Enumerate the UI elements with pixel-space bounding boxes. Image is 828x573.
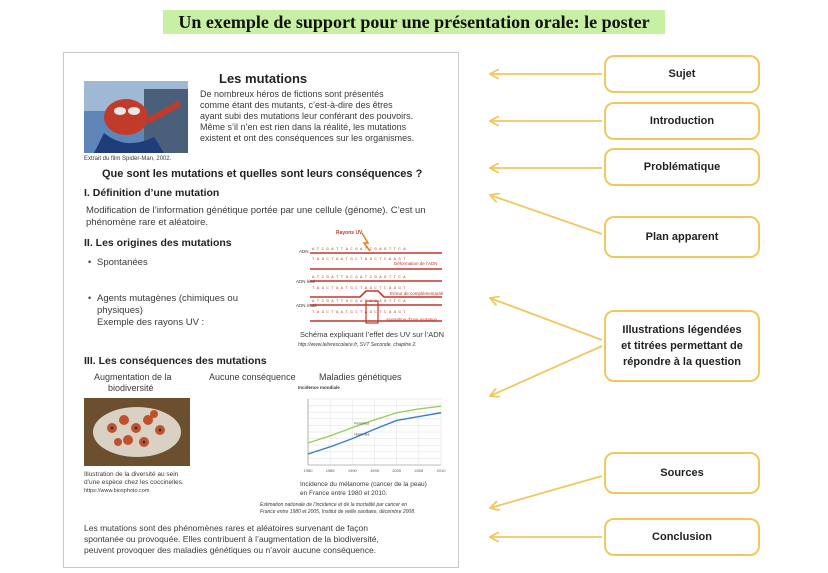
conclusion-line: Les mutations sont des phénomènes rares et aléatoires survenant de façon: [84, 523, 368, 533]
svg-text:A T C G A T T A C G A T C G A: A T C G A T T A C G A T C G A G T T C A: [312, 300, 406, 304]
intro-line: ayant subi des mutations leur conférant des pouvoirs.: [200, 111, 414, 121]
dna-label-step3: Apparition d’une mutation: [386, 317, 438, 322]
chart-caption: Incidence du mélanome (cancer de la peau): [300, 481, 427, 488]
label-illustrations-line: répondre à la question: [623, 356, 741, 368]
label-plan: Plan apparent: [604, 216, 760, 258]
ladybug-caption: Illustration de la diversité au sein: [84, 471, 179, 478]
dna-label-step1: Déformation de l’ADN: [394, 261, 438, 266]
intro-line: De nombreux héros de fictions sont présentés: [200, 89, 384, 99]
dna-label-step2: Erreur de complémentarité: [390, 291, 444, 296]
label-sources: Sources: [604, 452, 760, 494]
chart-title: Incidence mondiale: [298, 385, 340, 390]
consequence-none: Aucune conséquence: [209, 372, 296, 382]
uv-example: Exemple des rayons UV :: [97, 317, 205, 328]
dna-label-rays: Rayons UV: [336, 230, 363, 236]
label-sujet: Sujet: [604, 55, 760, 93]
section-1-text: phénomène rare et aléatoire.: [86, 217, 208, 228]
chart-x-tick-label: 1980: [303, 468, 313, 473]
poster-title: Les mutations: [219, 71, 308, 86]
section-1-heading: I. Définition d’une mutation: [84, 187, 220, 199]
label-illustrations-line: Illustrations légendées: [622, 324, 742, 336]
photo-caption: Extrait du film Spider-Man, 2002.: [84, 156, 172, 162]
bullet: •: [88, 293, 92, 303]
dna-source: http://www.lelivrescolaire.fr, SVT Seconde, chapitre 2.: [298, 342, 417, 348]
bullet: •: [88, 257, 92, 267]
problematic-question: Que sont les mutations et quelles sont leurs conséquences ?: [102, 168, 423, 180]
chart-x-tick-label: 2005: [414, 468, 424, 473]
label-introduction: Introduction: [604, 102, 760, 140]
chart-source: France entre 1980 et 2005, Institut de veille sanitaire, décembre 2008.: [260, 509, 416, 515]
conclusion-line: spontanée ou provoquée. Elles contribuent à l’augmentation de la biodiversité,: [84, 534, 379, 544]
chart-caption: en France entre 1980 et 2010.: [300, 490, 388, 497]
svg-text:A T C G A T T A C G A T C G A: A T C G A T T A C G A T C G A G T T C A: [312, 248, 406, 252]
dna-label-adn: ADN: [299, 249, 309, 254]
arrow-sources: [490, 476, 602, 508]
page-title: Un exemple de support pour une présentation orale: le poster: [163, 10, 665, 34]
arrow-illustrations-2: [490, 346, 602, 396]
chart-x-tick-label: 1995: [370, 468, 379, 473]
bullet-mutagenic: Agents mutagènes (chimiques ou: [97, 293, 238, 304]
svg-text:T A G C T A A T G C T A G C T: T A G C T A A T G C T A G C T C A A G T: [312, 258, 406, 262]
svg-text:T A G C T A A T G C T A G C T: T A G C T A A T G C T A G C T C A A G T: [312, 287, 406, 291]
consequence-biodiversity: biodiversité: [108, 383, 154, 393]
chart-legend-label: Hommes: [354, 432, 370, 437]
chart-x-tick-label: 1985: [325, 468, 335, 473]
label-illustrations-line: et titrées permettant de: [621, 340, 743, 352]
label-problematique: Problématique: [604, 148, 760, 186]
svg-text:A T C G A T T A C G A T C G A: A T C G A T T A C G A T C G A G T T C A: [312, 276, 406, 280]
arrow-illustrations-1: [490, 298, 602, 340]
ladybug-caption: d’une espèce chez les coccinelles.: [84, 479, 184, 486]
dna-label-adn-mute: ADN muté: [296, 303, 317, 308]
conclusion-line: peuvent provoquer des maladies génétiques ou n’avoir aucune conséquence.: [84, 545, 377, 555]
consequence-biodiversity: Augmentation de la: [94, 372, 172, 382]
section-3-heading: III. Les conséquences des mutations: [84, 355, 267, 367]
chart-x-tick-label: 1990: [347, 468, 357, 473]
arrow-plan: [490, 195, 602, 234]
intro-line: comme étant des mutants, c’est-à-dire des êtres: [200, 100, 393, 110]
chart-source: Estimation nationale de l’incidence et de la mortalité par cancer en: [260, 502, 408, 508]
intro-line: existent et ont des conséquences sur les organismes.: [200, 133, 415, 143]
label-conclusion: Conclusion: [604, 518, 760, 556]
ladybug-source: https://www.biosphoto.com: [84, 488, 150, 494]
bullet-spontaneous: Spontanées: [97, 257, 148, 268]
chart-x-tick-label: 2010: [436, 468, 446, 473]
intro-line: Même s’il n’en est rien dans la réalité, les mutations: [200, 122, 407, 132]
section-1-text: Modification de l’information génétique portée par une cellule (génome). C’est un: [86, 205, 426, 216]
chart-x-tick-label: 2000: [392, 468, 402, 473]
consequence-genetic-diseases: Maladies génétiques: [319, 372, 402, 382]
dna-label-adn-lese: ADN lésé: [296, 279, 316, 284]
section-2-heading: II. Les origines des mutations: [84, 237, 232, 249]
svg-text:T A G C T A A T G C T A G C T: T A G C T A A T G C T A G C T C A A G T: [312, 311, 406, 315]
chart-legend-label: Femmes: [354, 421, 370, 426]
dna-caption: Schéma expliquant l’effet des UV sur l’ADN: [300, 330, 445, 339]
label-illustrations: [604, 310, 760, 382]
bullet-mutagenic: physiques): [97, 305, 143, 316]
